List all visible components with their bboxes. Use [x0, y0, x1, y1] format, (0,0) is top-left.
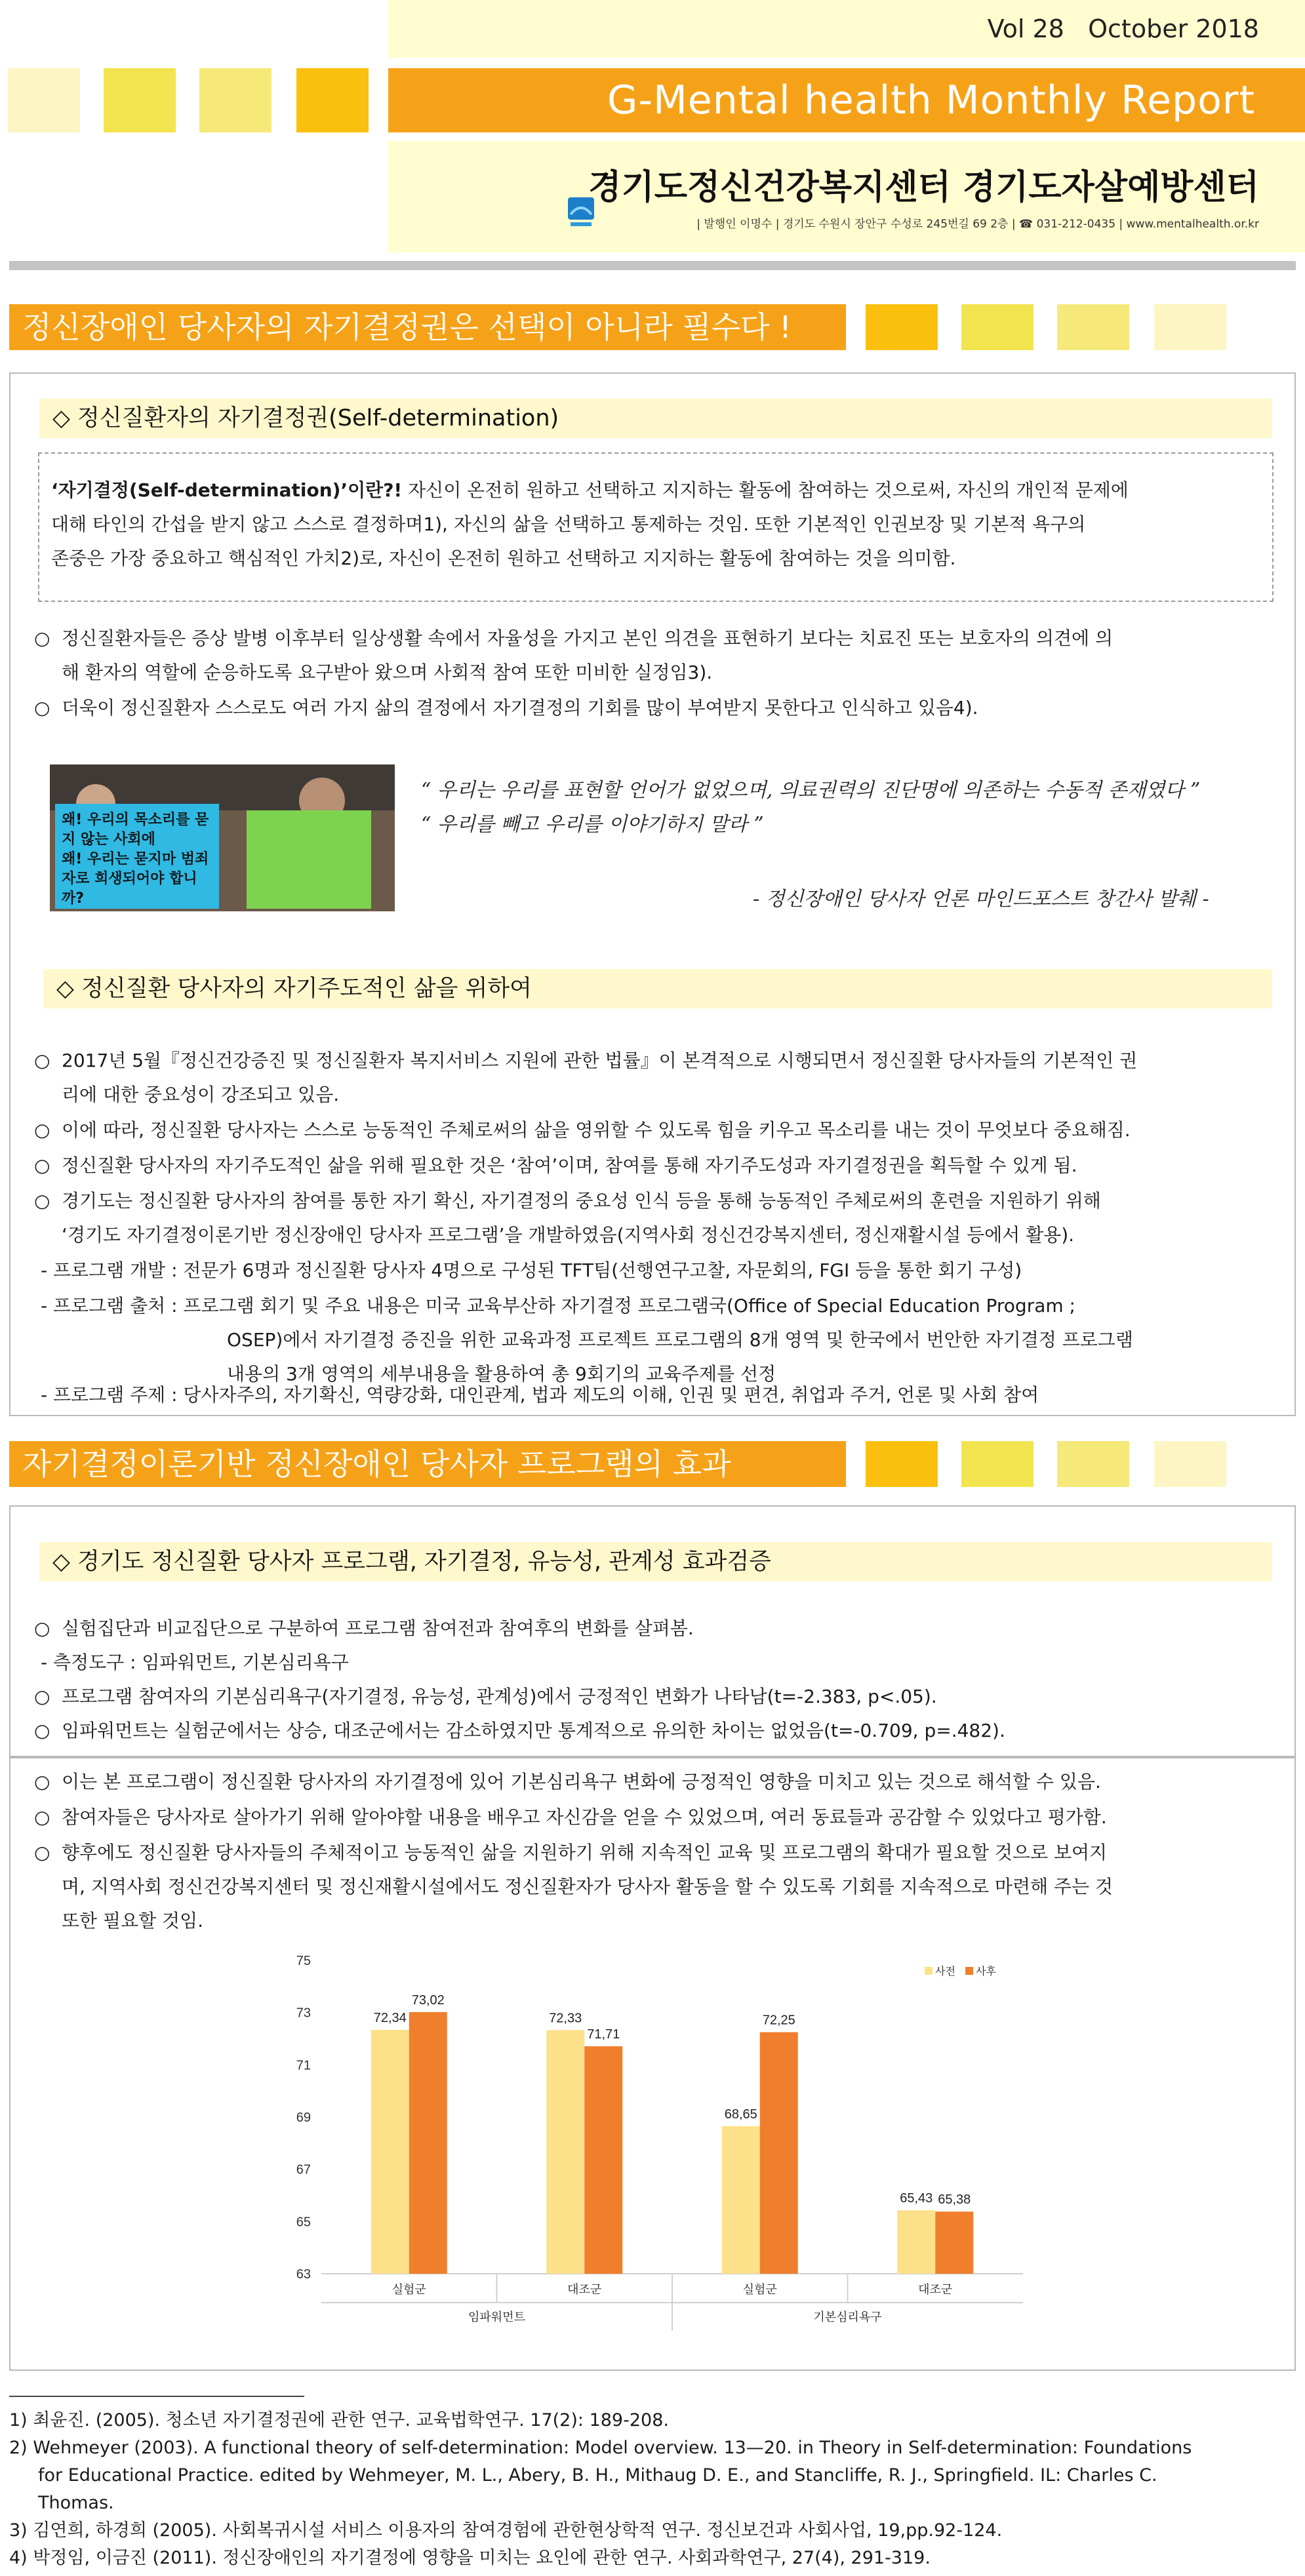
- effect-bullet-2: ○ 프로그램 참여자의 기본심리욕구(자기결정, 유능성, 관계성)에서 긍정적인 변화가 나타남(t=-2.383, p<.05).: [34, 1686, 937, 1707]
- bullet-6-cont: ‘경기도 자기결정이론기반 정신장애인 당사자 프로그램’을 개발하였음(지역사회 정신건강복지센터, 정신재활시설 등에서 활용).: [62, 1224, 1075, 1246]
- finding-bullet-1: ○ 이는 본 프로그램이 정신질환 당사자의 자기결정에 있어 기본심리욕구 변화에 긍정적인 영향을 미치고 있는 것으로 해석할 수 있음.: [34, 1771, 1101, 1793]
- bar-사전: [897, 2210, 935, 2274]
- volume-number: Vol 28: [987, 14, 1064, 43]
- section-title-2: 자기결정이론기반 정신장애인 당사자 프로그램의 효과: [9, 1441, 846, 1487]
- finding-bullet-2: ○ 참여자들은 당사자로 살아가기 위해 알아야할 내용을 배우고 자신감을 얻을 수 있었으며, 여러 동료들과 공감할 수 있었다고 평가함.: [34, 1806, 1107, 1828]
- category-label: 대조군: [918, 2283, 953, 2296]
- finding-bullet-3-cont-1: 며, 지역사회 정신건강복지센터 및 정신재활시설에서도 정신질환자가 당사자 활동을 할 수 있도록 기회를 지속적으로 마련해 주는 것: [62, 1876, 1114, 1897]
- issue-date: October 2018: [1088, 14, 1259, 43]
- effect-measurement: - 측정도구 : 임파워먼트, 기본심리욕구: [41, 1652, 349, 1673]
- group-label: 임파워먼트: [468, 2310, 525, 2324]
- finding-bullet-3-cont-2: 또한 필요할 것임.: [62, 1910, 204, 1932]
- legend-swatch: [965, 1967, 973, 1975]
- title-square-2c: [1057, 1441, 1129, 1487]
- bullet-4: ○ 이에 따라, 정신질환 당사자는 스스로 능동적인 주체로써의 삶을 영위할 수 있도록 힘을 키우고 목소리를 내는 것이 무엇보다 중요해짐.: [34, 1119, 1131, 1141]
- subheading-self-determination: ◇ 정신질환자의 자기결정권(Self-determination): [39, 399, 1272, 438]
- y-tick-label: 75: [296, 1954, 311, 1968]
- y-tick-label: 71: [296, 2058, 311, 2073]
- data-label: 72,33: [549, 2011, 582, 2026]
- bar-사후: [760, 2032, 798, 2274]
- dash-program-source: - 프로그램 출처 : 프로그램 회기 및 주요 내용은 미국 교육부산하 자기결정 프로그램국(Office of Special Education Program ;: [41, 1295, 1075, 1317]
- bar-사전: [371, 2030, 409, 2274]
- bullet-3: ○ 2017년 5월『정신건강증진 및 정신질환자 복지서비스 지원에 관한 법률』이 본격적으로 시행되면서 정신질환 당사자들의 기본적인 권: [34, 1050, 1138, 1071]
- publisher-info: | 발행인 이명수 | 경기도 수원시 장안구 수성로 245번길 69 2층 | ☎ 031-212-0435 | www.mentalhealth.or.kr: [696, 218, 1259, 231]
- report-title: G-Mental health Monthly Report: [388, 68, 1305, 132]
- bar-사후: [935, 2211, 973, 2274]
- effect-bullet-3: ○ 임파워먼트는 실험군에서는 상승, 대조군에서는 감소하였지만 통계적으로 유의한 차이는 없었음(t=-0.709, p=.482).: [34, 1720, 1005, 1741]
- definition-lead: ‘자기결정(Self-determination)’이란?!: [51, 479, 403, 501]
- bar-사후: [409, 2012, 447, 2274]
- effect-bullet-1: ○ 실험집단과 비교집단으로 구분하여 프로그램 참여전과 참여후의 변화를 살펴봄.: [34, 1617, 694, 1639]
- dash-program-development: - 프로그램 개발 : 전문가 6명과 정신질환 당사자 4명으로 구성된 TFT팀(선행연구고찰, 자문회의, FGI 등을 통한 회기 구성): [41, 1259, 1022, 1281]
- legend-label: 사전: [935, 1966, 955, 1977]
- publisher-block: [388, 141, 1305, 252]
- y-tick-label: 63: [296, 2267, 311, 2282]
- title-square-1b: [961, 304, 1034, 350]
- y-tick-label: 69: [296, 2110, 311, 2125]
- y-tick-label: 65: [296, 2215, 311, 2230]
- category-label: 실험군: [392, 2283, 426, 2296]
- footnote-2: 2) Wehmeyer (2003). A functional theory of self-determination: Model overview. 13—20. in Theory in Self-determination: Foundations: [9, 2438, 1192, 2458]
- data-label: 72,25: [762, 2013, 795, 2028]
- group-label: 기본심리욕구: [813, 2310, 882, 2324]
- bar-사후: [584, 2046, 622, 2274]
- category-label: 대조군: [567, 2283, 602, 2296]
- legend-swatch: [925, 1967, 933, 1975]
- footnote-3: 3) 김연희, 하경희 (2005). 사회복귀시설 서비스 이용자의 참여경험에 관한현상학적 연구. 정신보건과 사회사업, 19,pp.92-124.: [9, 2520, 1003, 2541]
- y-tick-label: 67: [296, 2162, 311, 2177]
- bullet-5: ○ 정신질환 당사자의 자기주도적인 삶을 위해 필요한 것은 ‘참여’이며, 참여를 통해 자기주도성과 자기결정권을 획득할 수 있게 됨.: [34, 1155, 1077, 1176]
- quote-1: “ 우리는 우리를 표현할 언어가 없었으며, 의료권력의 진단명에 의존하는 수동적 존재였다 ”: [421, 779, 1201, 802]
- bullet-1-cont: 해 환자의 역할에 순응하도록 요구받아 왔으며 사회적 참여 또한 미비한 실정임3).: [62, 662, 713, 683]
- definition-line-1: ‘자기결정(Self-determination)’이란?! 자신이 온전히 원하고 선택하고 지지하는 활동에 참여하는 것으로써, 자신의 개인적 문제에: [51, 479, 1129, 501]
- subheading-self-directed-life: ◇ 정신질환 당사자의 자기주도적인 삶을 위하여: [43, 969, 1272, 1008]
- effect-bar-chart: [262, 1947, 1049, 2354]
- finding-bullet-3: ○ 향후에도 정신질환 당사자들의 주체적이고 능동적인 삶을 지원하기 위해 지속적인 교육 및 프로그램의 확대가 필요할 것으로 보여지: [34, 1842, 1108, 1863]
- quote-source: - 정신장애인 당사자 언론 마인드포스트 창간사 발췌 -: [753, 888, 1209, 911]
- bar-사전: [722, 2126, 760, 2274]
- title-square-2d: [1154, 1441, 1226, 1487]
- legend-label: 사후: [976, 1966, 996, 1977]
- footnote-1: 1) 최윤진. (2005). 청소년 자기결정권에 관한 연구. 교육법학연구. 17(2): 189-208.: [9, 2410, 669, 2430]
- data-label: 65,38: [938, 2192, 971, 2208]
- dash-program-source-cont-2: 내용의 3개 영역의 세부내용을 활용하여 총 9회기의 교육주제를 선정: [227, 1363, 776, 1385]
- footnote-2-cont-2: Thomas.: [38, 2493, 114, 2513]
- protest-photo: [50, 764, 395, 911]
- subheading-effect-verification: ◇ 경기도 정신질환 당사자 프로그램, 자기결정, 유능성, 관계성 효과검증: [39, 1542, 1272, 1581]
- bar-사전: [546, 2030, 584, 2274]
- header-divider: [9, 261, 1296, 270]
- data-label: 72,34: [373, 2010, 407, 2025]
- y-tick-label: 73: [296, 2006, 311, 2021]
- header-square-1: [8, 68, 80, 132]
- category-label: 실험군: [742, 2283, 777, 2296]
- quote-2: “ 우리를 빼고 우리를 이야기하지 말라 ”: [421, 813, 764, 836]
- dash-program-topics: - 프로그램 주제 : 당사자주의, 자기확신, 역량강화, 대인관계, 법과 제도의 이해, 인권 및 편견, 취업과 주거, 언론 및 사회 참여: [41, 1384, 1039, 1406]
- footnote-divider: [9, 2396, 304, 2397]
- footnote-2-cont-1: for Educational Practice. edited by Wehmeyer, M. L., Abery, B. H., Mithaug D. E., and Stancliffe, R. J., Springfield. IL: Charles C.: [38, 2465, 1157, 2486]
- bullet-6: ○ 경기도는 정신질환 당사자의 참여를 통한 자기 확신, 자기결정의 중요성 인식 등을 통해 능동적인 주체로써의 훈련을 지원하기 위해: [34, 1190, 1101, 1212]
- dash-program-source-cont-1: OSEP)에서 자기결정 증진을 위한 교육과정 프로젝트 프로그램의 8개 영역 및 한국에서 번안한 자기결정 프로그램: [227, 1329, 1133, 1351]
- bullet-2: ○ 더욱이 정신질환자 스스로도 여러 가지 삶의 결정에서 자기결정의 기회를 많이 부여받지 못한다고 인식하고 있음4).: [34, 697, 978, 719]
- protest-sign-left: 왜! 우리의 목소리를 묻지 않는 사회에 왜! 우리는 묻지마 범죄자로 희생되어야 합니까?: [55, 804, 219, 909]
- organization-name: 경기도정신건강복지센터 경기도자살예방센터: [588, 168, 1259, 207]
- title-square-2b: [961, 1441, 1034, 1487]
- header-square-3: [199, 68, 271, 132]
- title-square-1c: [1057, 304, 1129, 350]
- header-square-2: [104, 68, 176, 132]
- header-square-4: [296, 68, 369, 132]
- data-label: 71,71: [587, 2027, 620, 2042]
- title-square-2a: [866, 1441, 938, 1487]
- data-label: 68,65: [724, 2107, 757, 2122]
- section-title-1: 정신장애인 당사자의 자기결정권은 선택이 아니라 필수다 !: [9, 304, 846, 350]
- definition-line-2: 대해 타인의 간섭을 받지 않고 스스로 결정하며1), 자신의 삶을 선택하고 통제하는 것임. 또한 기본적인 인권보장 및 기본적 욕구의: [51, 513, 1086, 535]
- title-square-1d: [1154, 304, 1226, 350]
- bullet-1: ○ 정신질환자들은 증상 발병 이후부터 일상생활 속에서 자율성을 가지고 본인 의견을 표현하기 보다는 치료진 또는 보호자의 의견에 의: [34, 627, 1114, 649]
- protest-sign-right: [247, 810, 371, 909]
- data-label: 65,43: [900, 2191, 933, 2206]
- definition-line-3: 존중은 가장 중요하고 핵심적인 가치2)로, 자신이 온전히 원하고 선택하고 지지하는 활동에 참여하는 것을 의미함.: [51, 547, 956, 569]
- bullet-3-cont: 리에 대한 중요성이 강조되고 있음.: [62, 1084, 340, 1105]
- footnote-4: 4) 박정임, 이금진 (2011). 정신장애인의 자기결정에 영향을 미치는 요인에 관한 연구. 사회과학연구, 27(4), 291-319.: [9, 2548, 931, 2568]
- issue-banner: [388, 0, 1305, 58]
- data-label: 73,02: [411, 1992, 445, 2008]
- title-square-1a: [866, 304, 938, 350]
